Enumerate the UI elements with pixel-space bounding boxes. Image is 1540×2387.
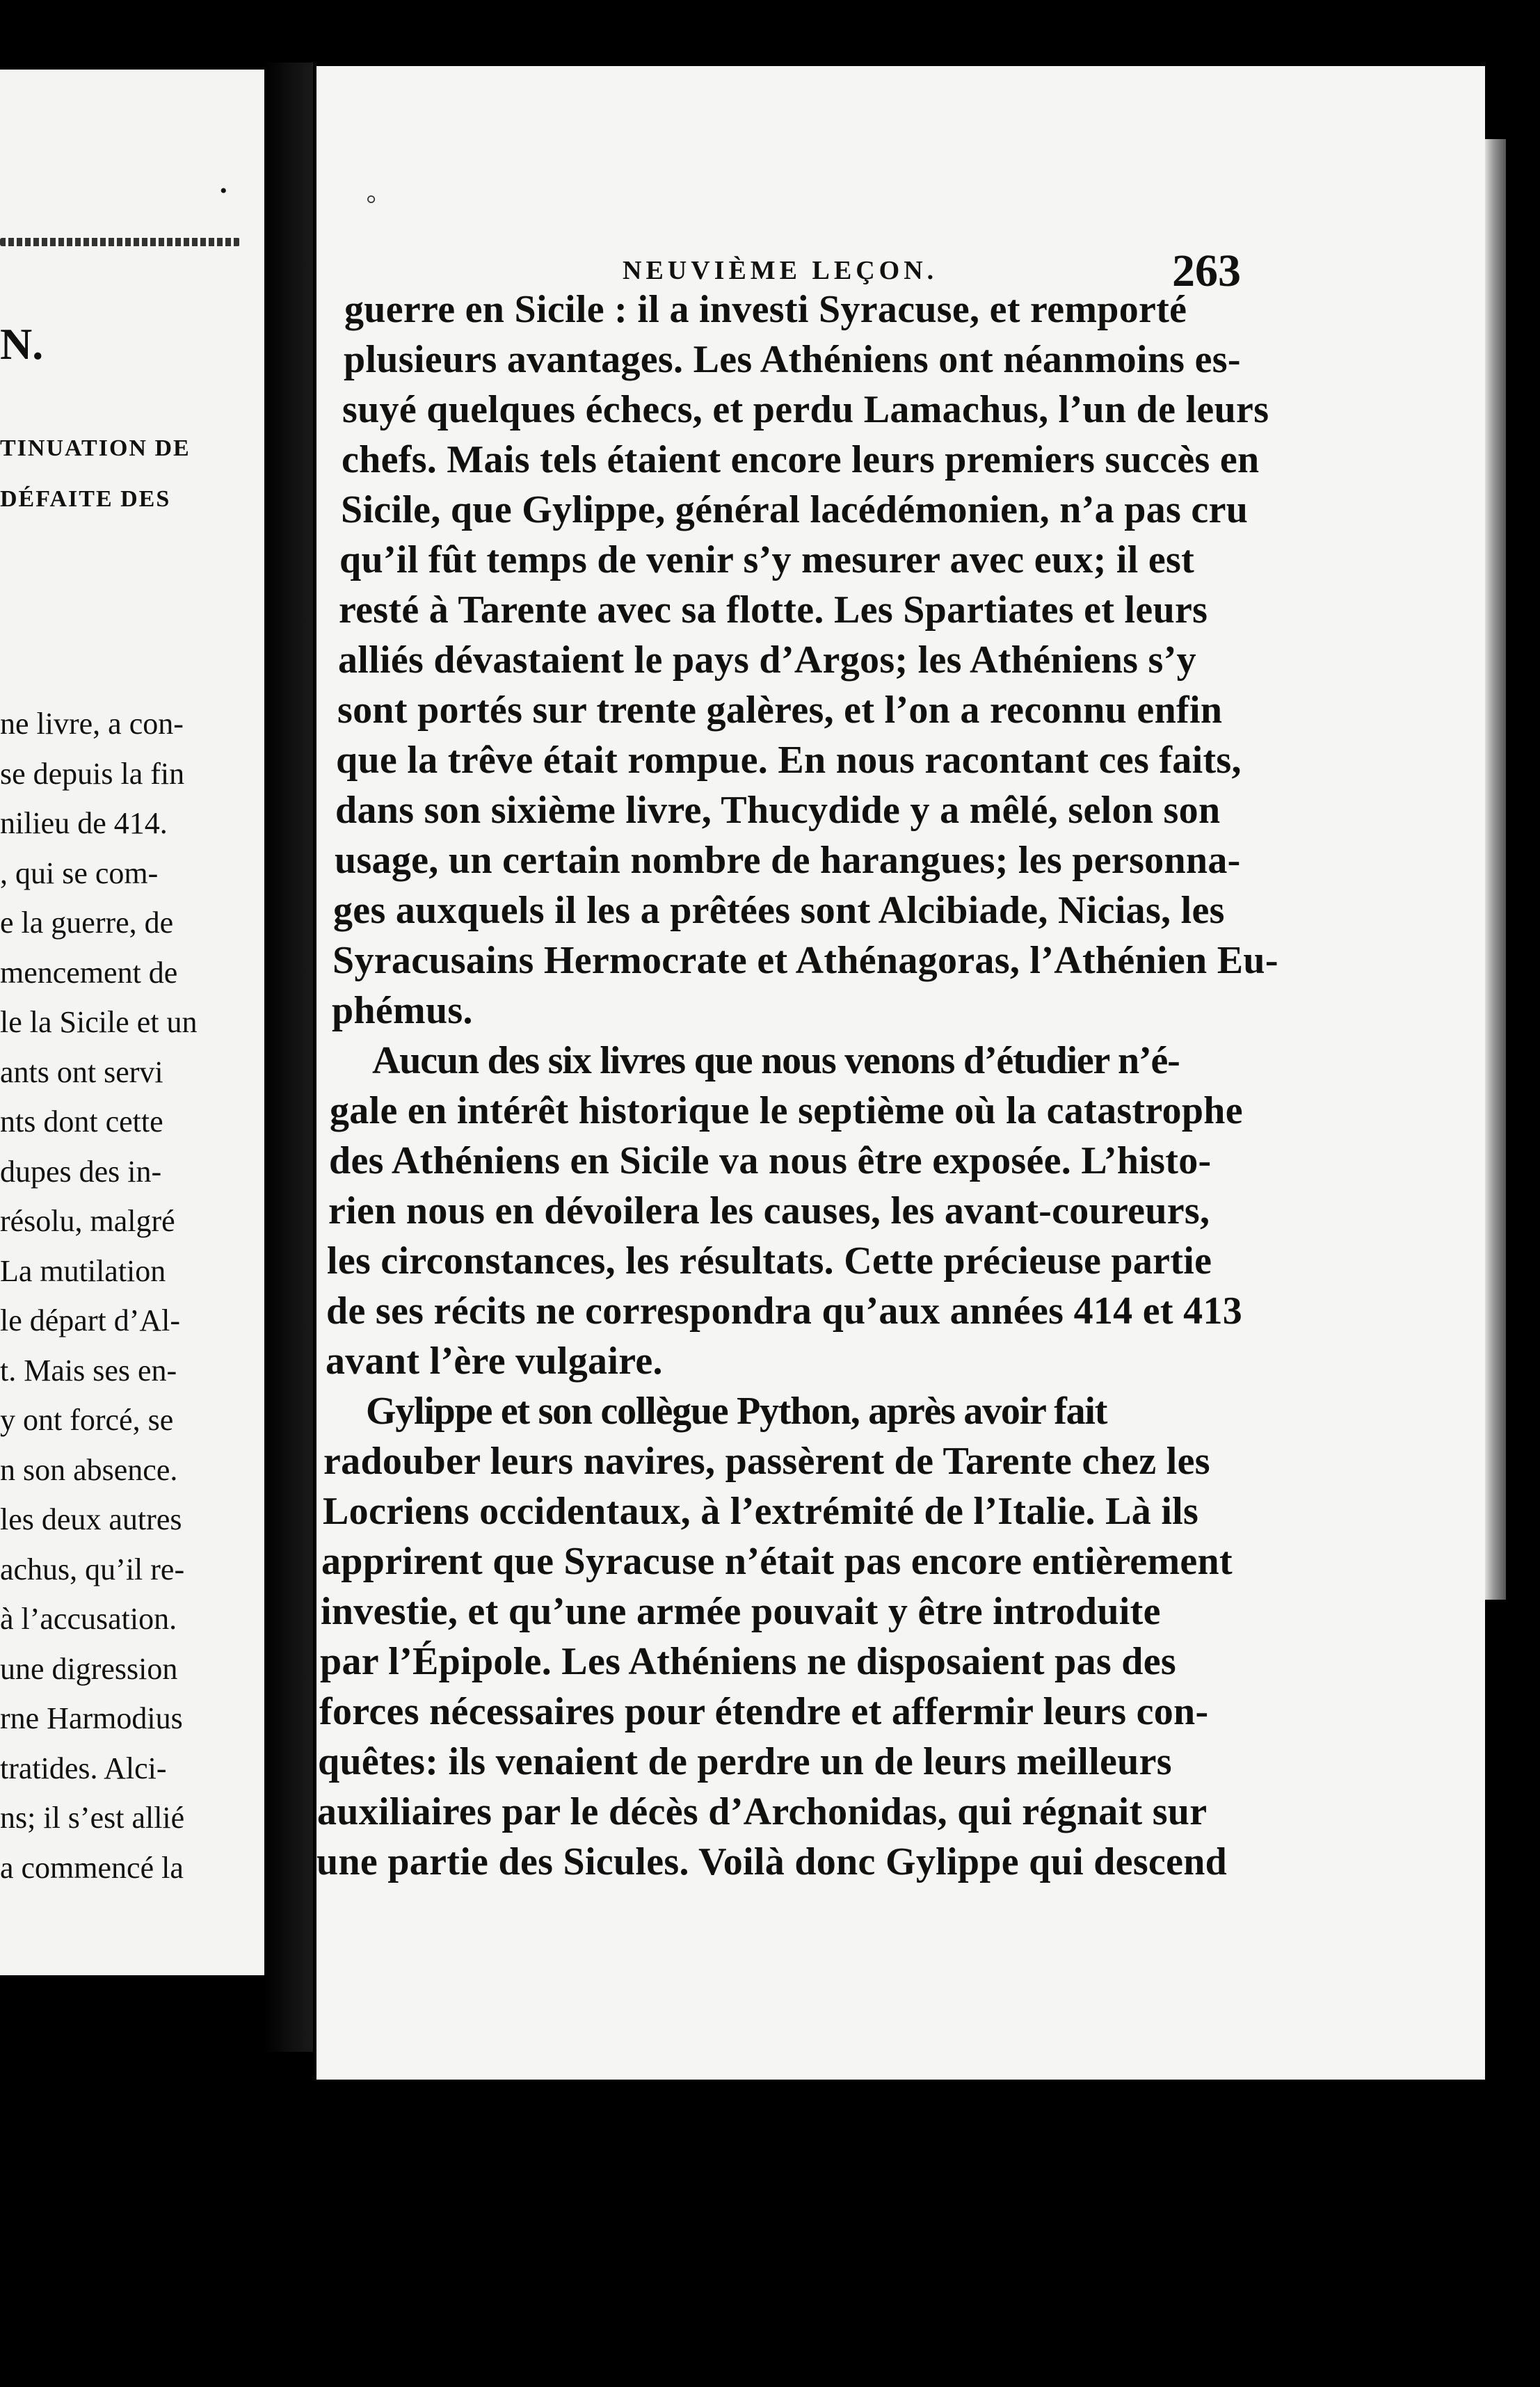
left-page-line: dupes des in- xyxy=(0,1154,162,1189)
text-line: resté à Tarente avec sa flotte. Les Spartiates et leurs xyxy=(339,588,1208,632)
text-line: plusieurs avantages. Les Athéniens ont néanmoins es- xyxy=(344,338,1241,381)
left-page-line: rne Harmodius xyxy=(0,1701,183,1735)
left-page-fragment xyxy=(0,70,264,1975)
left-page-line: se depuis la fin xyxy=(0,756,185,791)
text-line: guerre en Sicile : il a investi Syracuse, et remporté xyxy=(344,288,1187,331)
left-page-line: mencement de xyxy=(0,955,178,990)
left-page-caption-line: TINUATION DE xyxy=(0,435,191,461)
text-line: les circonstances, les résultats. Cette précieuse partie xyxy=(327,1239,1212,1283)
text-line: Gylippe et son collègue Python, après avoir fait xyxy=(366,1390,1107,1433)
left-page-line: ne livre, a con- xyxy=(0,707,184,741)
left-page-line: t. Mais ses en- xyxy=(0,1353,177,1388)
left-page-line: a commencé la xyxy=(0,1850,184,1885)
left-page-line: nilieu de 414. xyxy=(0,806,168,840)
text-line: sont portés sur trente galères, et l’on a reconnu enfin xyxy=(337,689,1223,732)
text-line: que la trêve était rompue. En nous racontant ces faits, xyxy=(336,739,1242,782)
text-line: forces nécessaires pour étendre et affermir leurs con- xyxy=(319,1690,1209,1733)
left-page-line: tratides. Alci- xyxy=(0,1751,167,1785)
page-edge-shadow xyxy=(1485,139,1506,1600)
left-page-line: ants ont servi xyxy=(0,1054,163,1089)
left-page-line: , qui se com- xyxy=(0,855,159,890)
text-line: avant l’ère vulgaire. xyxy=(326,1340,663,1383)
book-gutter xyxy=(264,63,313,2052)
left-page-line: le départ d’Al- xyxy=(0,1303,180,1337)
text-line: par l’Épipole. Les Athéniens ne disposaient pas des xyxy=(320,1640,1176,1683)
left-page-line: n son absence. xyxy=(0,1452,178,1487)
left-page-line: nts dont cette xyxy=(0,1104,163,1139)
left-page-line: ns; il s’est allié xyxy=(0,1801,185,1835)
text-line: phémus. xyxy=(332,989,473,1032)
running-title: NEUVIÈME LEÇON. xyxy=(623,256,938,285)
text-line: usage, un certain nombre de harangues; les personna- xyxy=(335,839,1241,882)
text-line: rien nous en dévoilera les causes, les avant-coureurs, xyxy=(328,1189,1210,1232)
left-page-line: les deux autres xyxy=(0,1502,182,1536)
left-page-line: y ont forcé, se xyxy=(0,1403,174,1437)
left-page-caption-line: DÉFAITE DES xyxy=(0,486,171,512)
page-body-text xyxy=(316,66,1485,2080)
text-line: apprirent que Syracuse n’était pas encore entièrement xyxy=(321,1540,1233,1583)
text-line: Locriens occidentaux, à l’extrémité de l’Italie. Là ils xyxy=(323,1490,1199,1533)
text-line: investie, et qu’une armée pouvait y être introduite xyxy=(321,1590,1161,1633)
speck-mark: ⸰ xyxy=(365,188,378,211)
book-page xyxy=(316,66,1485,2080)
left-page-line: le la Sicile et un xyxy=(0,1005,198,1039)
text-line: ges auxquels il les a prêtées sont Alcibiade, Nicias, les xyxy=(333,889,1225,932)
text-line: une partie des Sicules. Voilà donc Gylippe qui descend xyxy=(316,1840,1228,1883)
left-page-line: à l’accusation. xyxy=(0,1602,177,1636)
text-line: auxiliaires par le décès d’Archonidas, qui régnait sur xyxy=(317,1790,1208,1833)
text-line: qu’il fût temps de venir s’y mesurer avec eux; il est xyxy=(339,538,1195,581)
text-line: gale en intérêt historique le septième où la catastrophe xyxy=(330,1089,1243,1132)
left-page-line: résolu, malgré xyxy=(0,1204,175,1238)
left-page-dot: • xyxy=(220,179,227,202)
text-line: de ses récits ne correspondra qu’aux années 414 et 413 xyxy=(326,1289,1243,1333)
text-line: Sicile, que Gylippe, général lacédémonien, n’a pas cru xyxy=(341,488,1249,531)
text-line: Syracusains Hermocrate et Athénagoras, l’Athénien Eu- xyxy=(332,939,1278,982)
ornamental-rule xyxy=(0,238,240,246)
left-page-line: une digression xyxy=(0,1651,178,1686)
text-line: suyé quelques échecs, et perdu Lamachus, l’un de leurs xyxy=(342,388,1269,431)
left-page-line: e la guerre, de xyxy=(0,906,174,940)
text-line: alliés dévastaient le pays d’Argos; les Athéniens s’y xyxy=(338,638,1196,682)
text-line: radouber leurs navires, passèrent de Tarente chez les xyxy=(323,1440,1210,1483)
left-page-line: achus, qu’il re- xyxy=(0,1552,185,1586)
text-line: chefs. Mais tels étaient encore leurs premiers succès en xyxy=(342,438,1260,481)
text-line: Aucun des six livres que nous venons d’étudier n’é- xyxy=(372,1039,1180,1082)
left-page-line: La mutilation xyxy=(0,1253,166,1288)
text-line: des Athéniens en Sicile va nous être exposée. L’histo- xyxy=(329,1139,1212,1182)
page-number: 263 xyxy=(1172,246,1241,296)
text-line: dans son sixième livre, Thucydide y a mêlé, selon son xyxy=(335,789,1221,832)
text-line: quêtes: ils venaient de perdre un de leurs meilleurs xyxy=(318,1740,1172,1783)
left-page-text xyxy=(0,699,240,1892)
left-page-heading-letter: N. xyxy=(0,319,44,369)
